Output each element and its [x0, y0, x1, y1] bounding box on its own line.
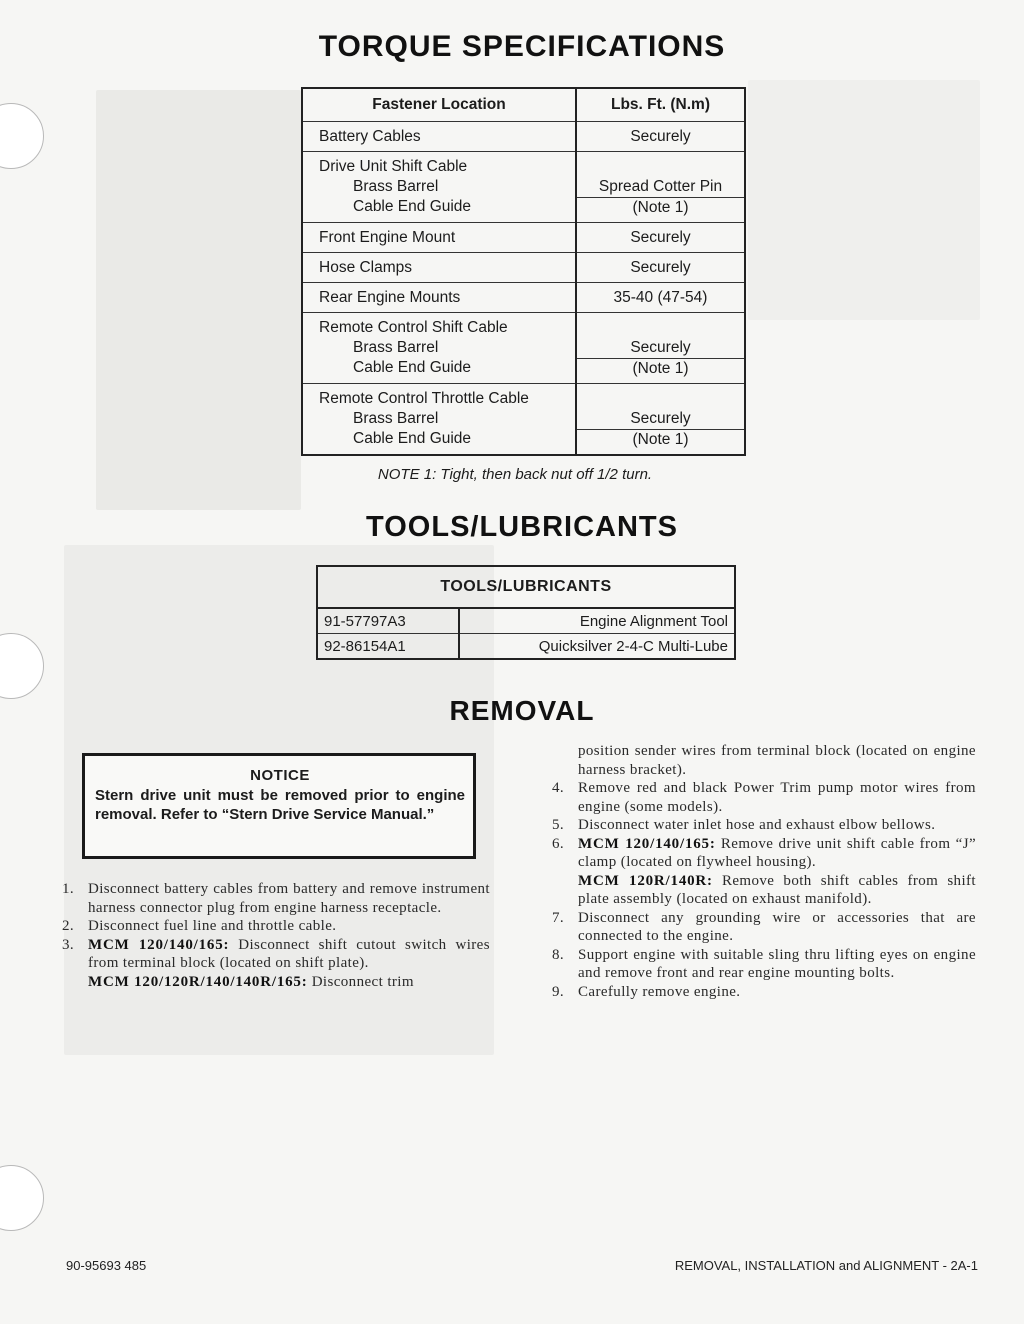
step-number: 5. [552, 817, 565, 833]
front-mount-spec: Securely [576, 223, 745, 253]
remote-shift-sub1: Brass Barrel [353, 339, 439, 356]
step-body: Disconnect trim [311, 973, 414, 990]
remote-shift-spec [576, 313, 745, 384]
step-text [578, 835, 976, 872]
hose-clamps-spec: Securely [576, 253, 745, 283]
remote-shift-sub2: Cable End Guide [353, 359, 472, 376]
step-number: 8. [552, 946, 565, 963]
model-label: MCM 120/120R/140/140R/165: [88, 973, 308, 990]
removal-steps-right [552, 742, 976, 1001]
torque-table [301, 87, 746, 456]
remote-shift-spec2: (Note 1) [632, 360, 689, 377]
punch-hole-middle [0, 633, 44, 699]
remote-throttle-sub1: Brass Barrel [353, 410, 439, 427]
hose-clamps-location: Hose Clamps [302, 253, 576, 283]
step-number: 6. [552, 835, 565, 852]
tools-row [317, 634, 735, 660]
remote-throttle-spec [576, 384, 745, 456]
step-body: Remove both shift cables from shift plate assembly (located on exhaust manifold). [578, 872, 976, 907]
footer-section-title: REMOVAL, INSTALLATION and ALIGNMENT - 2A-1 [674, 1258, 978, 1273]
shift-cable-sub2: Cable End Guide [353, 198, 472, 215]
remote-throttle-spec1: Securely [577, 384, 744, 430]
torque-row-remote-throttle [302, 384, 745, 456]
tools-table [316, 565, 736, 660]
torque-header-row [302, 88, 745, 122]
step-text: Disconnect battery cables from battery and remove instrument harness connector plug from engine harness receptacle. [88, 881, 490, 916]
rear-mounts-location: Rear Engine Mounts [302, 283, 576, 313]
removal-step-8 [552, 946, 976, 983]
tools-table-header: TOOLS/LUBRICANTS [317, 566, 735, 608]
removal-step-1 [62, 880, 490, 917]
bleed-through-right [748, 80, 980, 320]
shift-cable-spec1: Spread Cotter Pin [577, 152, 744, 198]
removal-step-7 [552, 909, 976, 946]
tool-description: Engine Alignment Tool [459, 608, 735, 634]
punch-hole-bottom [0, 1165, 44, 1231]
shift-cable-name: Drive Unit Shift Cable [319, 158, 468, 175]
removal-step-2 [62, 917, 490, 936]
step-text: Remove red and black Power Trim pump motor wires from engine (some models). [578, 780, 976, 815]
remote-shift-spec1: Securely [577, 313, 744, 359]
remote-shift-location [302, 313, 576, 384]
step-body: Disconnect shift cutout switch wires from terminal block (located on shift plate). [88, 936, 490, 971]
shift-cable-spec2: (Note 1) [632, 199, 689, 216]
remote-shift-name: Remote Control Shift Cable [319, 319, 508, 336]
removal-step-9 [552, 983, 976, 1002]
punch-hole-top [0, 103, 44, 169]
notice-body: Stern drive unit must be removed prior to engine removal. Refer to “Stern Drive Service Manual.” [95, 787, 465, 823]
step-number: 3. [62, 936, 75, 953]
tools-heading: TOOLS/LUBRICANTS [366, 511, 678, 543]
removal-step-6 [552, 835, 976, 872]
col-location-header: Fastener Location [302, 88, 576, 122]
torque-row-remote-shift [302, 313, 745, 384]
step-text: Disconnect water inlet hose and exhaust elbow bellows. [578, 817, 936, 833]
step-text: Support engine with suitable sling thru lifting eyes on engine and remove front and rear engine mounting bolts. [578, 946, 976, 981]
remote-throttle-name: Remote Control Throttle Cable [319, 390, 529, 407]
torque-row-hose-clamps [302, 253, 745, 283]
remote-throttle-spec2: (Note 1) [632, 431, 689, 448]
removal-step-3-continued [62, 973, 490, 992]
model-label: MCM 120R/140R: [578, 872, 713, 889]
lube-description: Quicksilver 2-4-C Multi-Lube [459, 634, 735, 660]
model-label: MCM 120/140/165: [88, 936, 230, 953]
front-mount-location: Front Engine Mount [302, 223, 576, 253]
removal-step-4 [552, 779, 976, 816]
notice-box [82, 753, 476, 859]
step-text: Disconnect fuel line and throttle cable. [88, 918, 337, 934]
removal-step-6-continued [552, 872, 976, 909]
step-number: 9. [552, 983, 565, 1000]
step-text: Disconnect any grounding wire or accessories that are connected to the engine. [578, 909, 976, 944]
rear-mounts-spec: 35-40 (47-54) [576, 283, 745, 313]
lube-part-number: 92-86154A1 [317, 634, 459, 660]
notice-title: NOTICE [250, 767, 310, 784]
tools-row [317, 608, 735, 634]
col-spec-header: Lbs. Ft. (N.m) [576, 88, 745, 122]
remote-throttle-sub2: Cable End Guide [353, 430, 472, 447]
model-label: MCM 120/140/165: [578, 835, 716, 852]
footer-part-number: 90-95693 485 [66, 1258, 147, 1273]
torque-row-shift-cable [302, 152, 745, 223]
step-number: 1. [62, 881, 75, 897]
remote-throttle-location [302, 384, 576, 456]
step-number: 7. [552, 909, 565, 926]
battery-spec: Securely [576, 122, 745, 152]
shift-cable-spec [576, 152, 745, 223]
torque-row-battery [302, 122, 745, 152]
shift-cable-sub1: Brass Barrel [353, 178, 439, 195]
tools-header-row [317, 566, 735, 608]
torque-note: NOTE 1: Tight, then back nut off 1/2 turn. [377, 466, 653, 483]
battery-location: Battery Cables [302, 122, 576, 152]
tool-part-number: 91-57797A3 [317, 608, 459, 634]
removal-step-3-continued-2: position sender wires from terminal block (located on engine harness bracket). [578, 743, 976, 778]
step-body: Remove drive unit shift cable from “J” clamp (located on flywheel housing). [578, 835, 977, 870]
shift-cable-location [302, 152, 576, 223]
step-text [88, 936, 490, 973]
step-number: 2. [62, 918, 75, 934]
step-text: Carefully remove engine. [578, 983, 741, 1000]
torque-row-rear-mounts [302, 283, 745, 313]
torque-heading: TORQUE SPECIFICATIONS [318, 30, 726, 63]
removal-heading: REMOVAL [449, 695, 595, 726]
removal-step-3 [62, 936, 490, 973]
torque-row-front-mount [302, 223, 745, 253]
removal-steps-left [62, 880, 490, 991]
removal-step-5 [552, 816, 976, 835]
bleed-through-left [96, 90, 301, 510]
step-number: 4. [552, 780, 565, 796]
